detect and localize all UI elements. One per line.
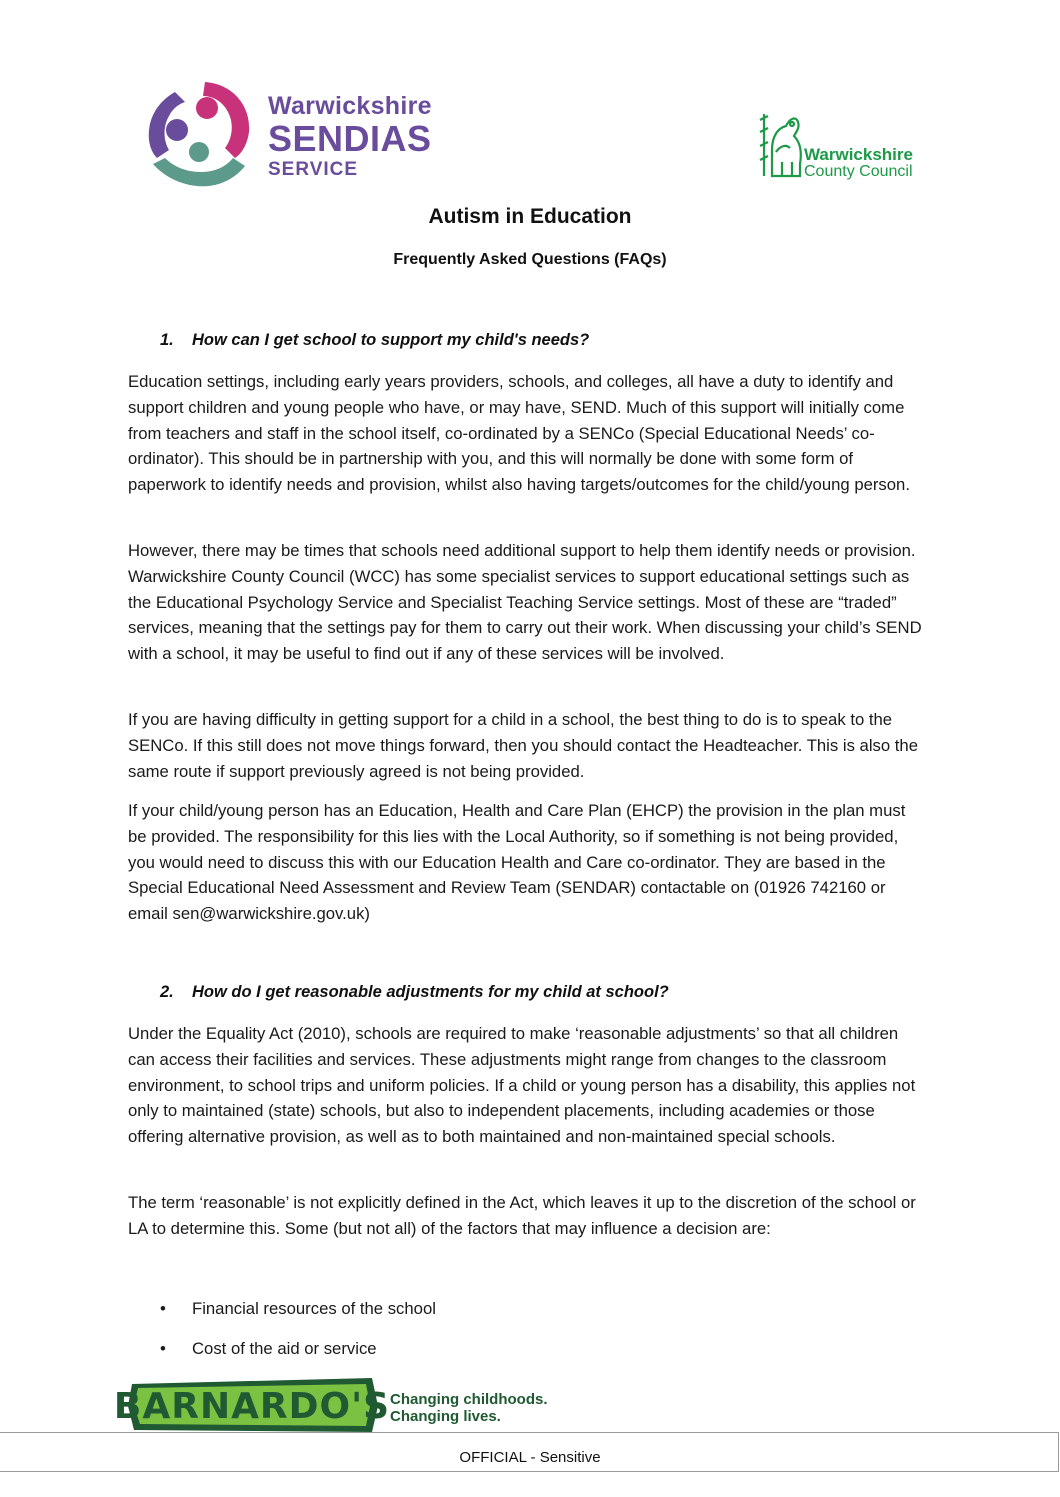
- sendias-line1: Warwickshire: [268, 92, 432, 120]
- barnardos-wordmark: BARNARDO'S: [113, 1386, 391, 1427]
- paragraph: Education settings, including early years providers, schools, and colleges, all have a duty to identify and support children and young people who have, or may have, SEND. Much of this support will initially come from teachers and staff in the school itself, co-ordinated by a SENCo (Special Educational Needs’ co-ordinator). This should be in partnership with you, and this will normally be done with some form of paperwork to identify needs and provision, whilst also having targets/outcomes for the child/young person.: [128, 372, 910, 495]
- wcc-line1: Warwickshire: [804, 145, 913, 164]
- paragraph: If you are having difficulty in getting support for a child in a school, the best thing to do is to speak to the SENCo. If this still does not move things forward, then you should contact the Headteacher. This is also the same route if support previously agreed is not being provided.: [128, 710, 918, 781]
- document-subtitle: Frequently Asked Questions (FAQs): [393, 251, 667, 268]
- paragraph: The term ‘reasonable’ is not explicitly defined in the Act, which leaves it up to the discretion of the school or LA to determine this. Some (but not all) of the factors that may influence a decision are:: [128, 1193, 916, 1238]
- paragraph: If your child/young person has an Education, Health and Care Plan (EHCP) the provision in the plan must be provided. The responsibility for this lies with the Local Authority, so if something is not being provided, you would need to discuss this with our Education Health and Care co-ordinator. They are based in the Special Educational Need Assessment and Review Team (SENDAR) contactable on (01926 742160 or email sen@warwickshire.gov.uk): [128, 801, 906, 924]
- bear-and-ragged-staff-icon: [756, 106, 804, 180]
- paragraph: Under the Equality Act (2010), schools are required to make ‘reasonable adjustments’ so that all children can access their facilities and services. These adjustments might range from changes to the classroom environment, to school trips and uniform policies. If a child or young person has a disability, this applies not only to maintained (state) schools, but also to independent placements, including academies or those offering alternative provision, as well as to both maintained and non-maintained special schools.: [128, 1024, 916, 1147]
- question-number: 1.: [160, 331, 174, 349]
- barnardos-tagline1: Changing childhoods.: [390, 1391, 548, 1408]
- list-item-text: Cost of the aid or service: [192, 1339, 377, 1358]
- list-item-text: Financial resources of the school: [192, 1299, 436, 1318]
- question-text: How do I get reasonable adjustments for my child at school?: [192, 983, 669, 1001]
- wcc-logo: [756, 106, 926, 180]
- question-heading: [160, 331, 589, 350]
- barnardos-logo-graphic: [113, 1376, 548, 1434]
- document-title: Autism in Education: [428, 205, 632, 228]
- question-number: 2.: [160, 983, 174, 1001]
- classification-label: OFFICIAL - Sensitive: [459, 1449, 601, 1466]
- question-heading: [160, 983, 669, 1002]
- sendias-line3: SERVICE: [268, 159, 359, 180]
- wcc-wordmark: [804, 146, 913, 180]
- sendias-mark-icon: [145, 78, 255, 190]
- wcc-line2: County Council: [804, 163, 913, 180]
- barnardos-logo: [113, 1376, 548, 1434]
- sendias-line2: SENDIAS: [268, 118, 432, 159]
- bullet-icon: •: [160, 1299, 166, 1318]
- list-item: [160, 1296, 436, 1336]
- bullet-icon: •: [160, 1339, 166, 1358]
- bullet-list: [160, 1296, 436, 1376]
- question-text: How can I get school to support my child's needs?: [192, 331, 590, 349]
- list-item: [160, 1336, 436, 1376]
- barnardos-tagline2: Changing lives.: [390, 1408, 501, 1425]
- sendias-wordmark: [268, 92, 432, 182]
- sendias-logo: [145, 78, 445, 190]
- paragraph: However, there may be times that schools need additional support to help them identify needs or provision. Warwickshire County Council (WCC) has some specialist services to support educational settings such as the Educational Psychology Service and Specialist Teaching Service settings. Most of these are “traded” services, meaning that the settings pay for them to carry out their work. When discussing your child’s SEND with a school, it may be useful to find out if any of these services will be involved.: [128, 541, 922, 664]
